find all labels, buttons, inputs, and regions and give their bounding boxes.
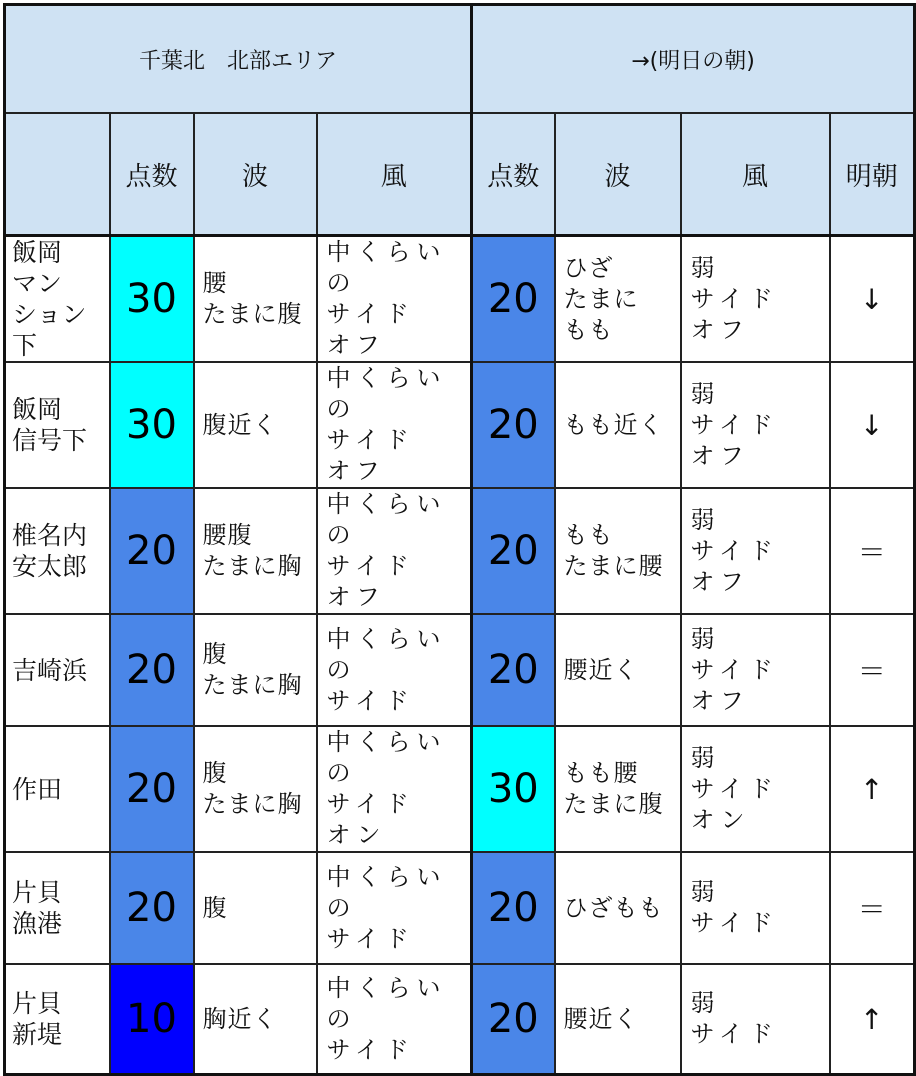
trend-cell: ↑	[830, 726, 915, 852]
wave-cell: 腰 たまに腹	[194, 236, 317, 363]
wave-cell: 胸近く	[194, 964, 317, 1075]
table-row	[5, 488, 915, 614]
next-score-header: 点数	[472, 113, 555, 236]
wind-cell: 中くらいの サイド	[317, 964, 472, 1075]
wave-header: 波	[194, 113, 317, 236]
wave-cell: 腹 たまに胸	[194, 726, 317, 852]
next-score-cell: 20	[472, 488, 555, 614]
wind-cell: 中くらいの サイド オフ	[317, 362, 472, 488]
next-wind-header: 風	[681, 113, 830, 236]
next-score-cell: 20	[472, 964, 555, 1075]
next-wave-cell: もも腰 たまに腹	[555, 726, 681, 852]
table-row	[5, 236, 915, 363]
trend-cell: ↓	[830, 362, 915, 488]
trend-cell: ＝	[830, 852, 915, 964]
wave-cell: 腹近く	[194, 362, 317, 488]
trend-cell: ↑	[830, 964, 915, 1075]
header-sub-row	[5, 113, 915, 236]
next-wave-cell: もも たまに腰	[555, 488, 681, 614]
next-wind-cell: 弱 サイド オフ	[681, 362, 830, 488]
score-cell: 20	[110, 726, 194, 852]
next-wave-cell: ひざ たまに もも	[555, 236, 681, 363]
location-cell: 吉崎浜	[5, 614, 110, 726]
location-cell: 椎名内 安太郎	[5, 488, 110, 614]
location-cell: 飯岡 信号下	[5, 362, 110, 488]
next-wind-cell: 弱 サイド	[681, 964, 830, 1075]
next-score-cell: 20	[472, 852, 555, 964]
trend-header: 明朝	[830, 113, 915, 236]
next-wind-cell: 弱 サイド オフ	[681, 614, 830, 726]
next-morning-title: →(明日の朝)	[472, 5, 915, 114]
header-top-row	[5, 5, 915, 114]
next-wind-cell: 弱 サイド オン	[681, 726, 830, 852]
trend-cell: ＝	[830, 488, 915, 614]
wind-cell: 中くらいの サイド オフ	[317, 488, 472, 614]
table-row	[5, 964, 915, 1075]
next-score-cell: 20	[472, 362, 555, 488]
next-score-cell: 20	[472, 614, 555, 726]
next-wave-cell: もも近く	[555, 362, 681, 488]
score-cell: 30	[110, 236, 194, 363]
table-row	[5, 726, 915, 852]
next-wave-cell: 腰近く	[555, 614, 681, 726]
score-cell: 20	[110, 488, 194, 614]
next-wind-cell: 弱 サイド オフ	[681, 488, 830, 614]
next-wave-cell: ひざもも	[555, 852, 681, 964]
table-row	[5, 614, 915, 726]
wave-cell: 腹 たまに胸	[194, 614, 317, 726]
score-cell: 10	[110, 964, 194, 1075]
next-wave-cell: 腰近く	[555, 964, 681, 1075]
next-score-cell: 20	[472, 236, 555, 363]
table-row	[5, 852, 915, 964]
next-wind-cell: 弱 サイド オフ	[681, 236, 830, 363]
location-cell: 片貝 漁港	[5, 852, 110, 964]
wind-cell: 中くらいの サイド オフ	[317, 236, 472, 363]
trend-cell: ↓	[830, 236, 915, 363]
wind-header: 風	[317, 113, 472, 236]
area-title: 千葉北 北部エリア	[5, 5, 472, 114]
wave-cell: 腰腹 たまに胸	[194, 488, 317, 614]
location-cell: 片貝 新堤	[5, 964, 110, 1075]
score-cell: 20	[110, 614, 194, 726]
score-cell: 20	[110, 852, 194, 964]
surf-forecast-table	[3, 3, 916, 1076]
location-cell: 作田	[5, 726, 110, 852]
wind-cell: 中くらいの サイド オン	[317, 726, 472, 852]
wind-cell: 中くらいの サイド	[317, 614, 472, 726]
next-score-cell: 30	[472, 726, 555, 852]
wind-cell: 中くらいの サイド	[317, 852, 472, 964]
score-cell: 30	[110, 362, 194, 488]
location-cell: 飯岡 マン ション 下	[5, 236, 110, 363]
score-header: 点数	[110, 113, 194, 236]
trend-cell: ＝	[830, 614, 915, 726]
table-row	[5, 362, 915, 488]
wave-cell: 腹	[194, 852, 317, 964]
next-wave-header: 波	[555, 113, 681, 236]
location-header	[5, 113, 110, 236]
next-wind-cell: 弱 サイド	[681, 852, 830, 964]
